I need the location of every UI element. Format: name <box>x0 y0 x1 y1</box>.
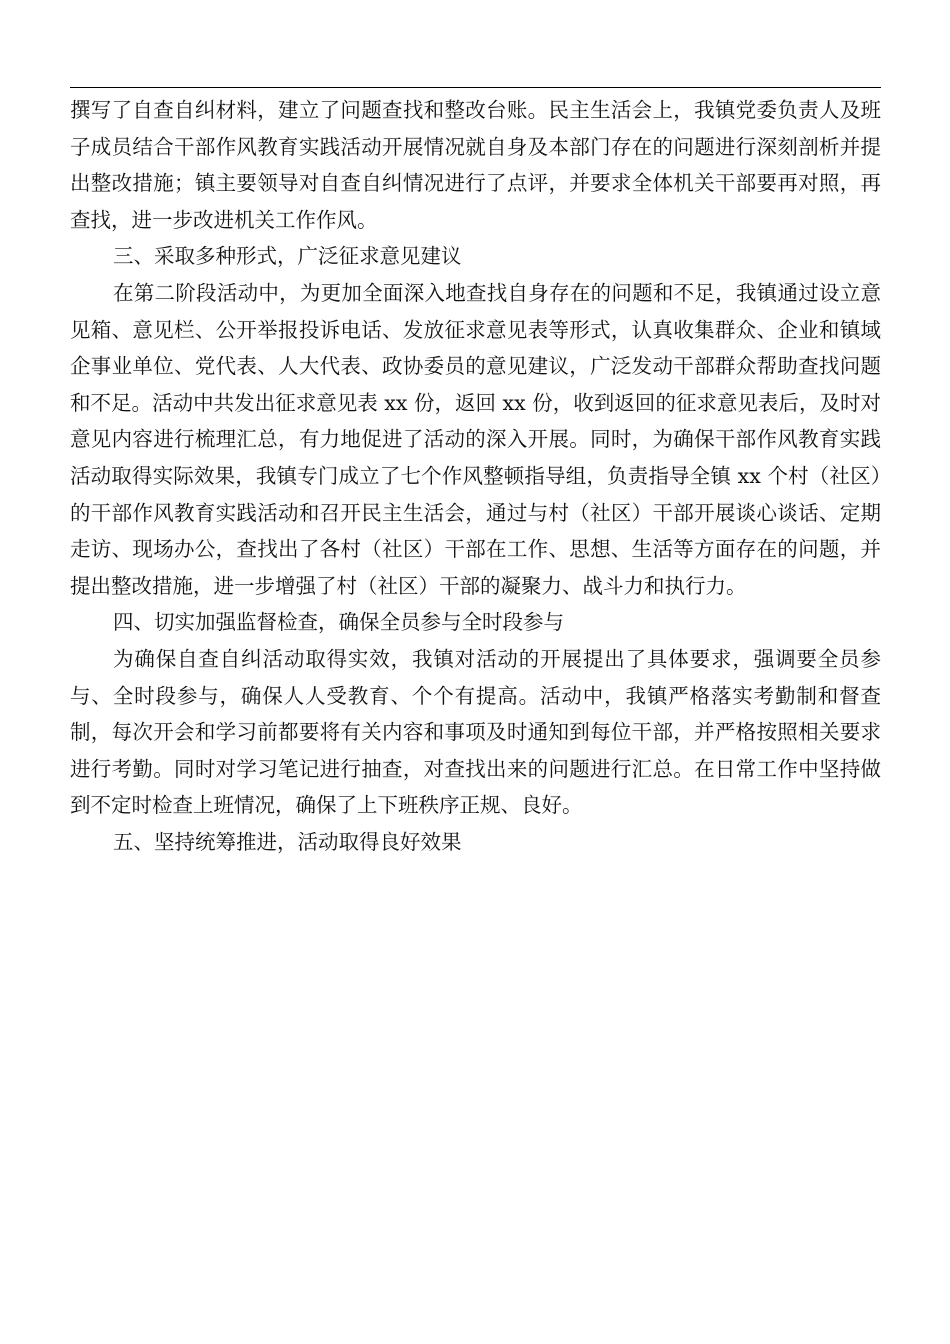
section-heading-4: 四、切实加强监督检查，确保全员参与全时段参与 <box>113 610 564 635</box>
document-body <box>70 92 881 860</box>
header-rule <box>70 87 881 88</box>
paragraph-section-3: 在第二阶段活动中，为更加全面深入地查找自身存在的问题和不足，我镇通过设立意见箱、意见栏、公开举报投诉电话、发放征求意见表等形式，认真收集群众、企业和镇域企事业单位、党代表、人大代表、政协委员的意见建议，广泛发动干部群众帮助查找问题和不足。活动中共发出征求意见表 xx 份，返回 xx 份，收到返回的征求意见表后，及时对意见内容进行梳理汇总，有力地促进了活动的深入开展。同时，为确保干部作风教育实践活动取得实际效果，我镇专门成立了七个作风整顿指导组，负责指导全镇 xx 个村（社区）的干部作风教育实践活动和召开民主生活会，通过与村（社区）干部开展谈心谈话、定期走访、现场办公，查找出了各村（社区）干部在工作、思想、生活等方面存在的问题，并提出整改措施，进一步增强了村（社区）干部的凝聚力、战斗力和执行力。 <box>70 280 881 598</box>
paragraph-continued: 撰写了自查自纠材料，建立了问题查找和整改台账。民主生活会上，我镇党委负责人及班子成员结合干部作风教育实践活动开展情况就自身及本部门存在的问题进行深刻剖析并提出整改措施；镇主要领导对自查自纠情况进行了点评，并要求全体机关干部要再对照，再查找，进一步改进机关工作作风。 <box>70 98 881 232</box>
section-heading-3: 三、采取多种形式，广泛征求意见建议 <box>113 244 462 269</box>
section-heading-5: 五、坚持统筹推进，活动取得良好效果 <box>113 829 462 854</box>
paragraph-section-4: 为确保自查自纠活动取得实效，我镇对活动的开展提出了具体要求，强调要全员参与、全时段参与，确保人人受教育、个个有提高。活动中，我镇严格落实考勤制和督查制，每次开会和学习前都要将有关内容和事项及时通知到每位干部，并严格按照相关要求进行考勤。同时对学习笔记进行抽查，对查找出来的问题进行汇总。在日常工作中坚持做到不定时检查上班情况，确保了上下班秩序正规、良好。 <box>70 646 881 818</box>
